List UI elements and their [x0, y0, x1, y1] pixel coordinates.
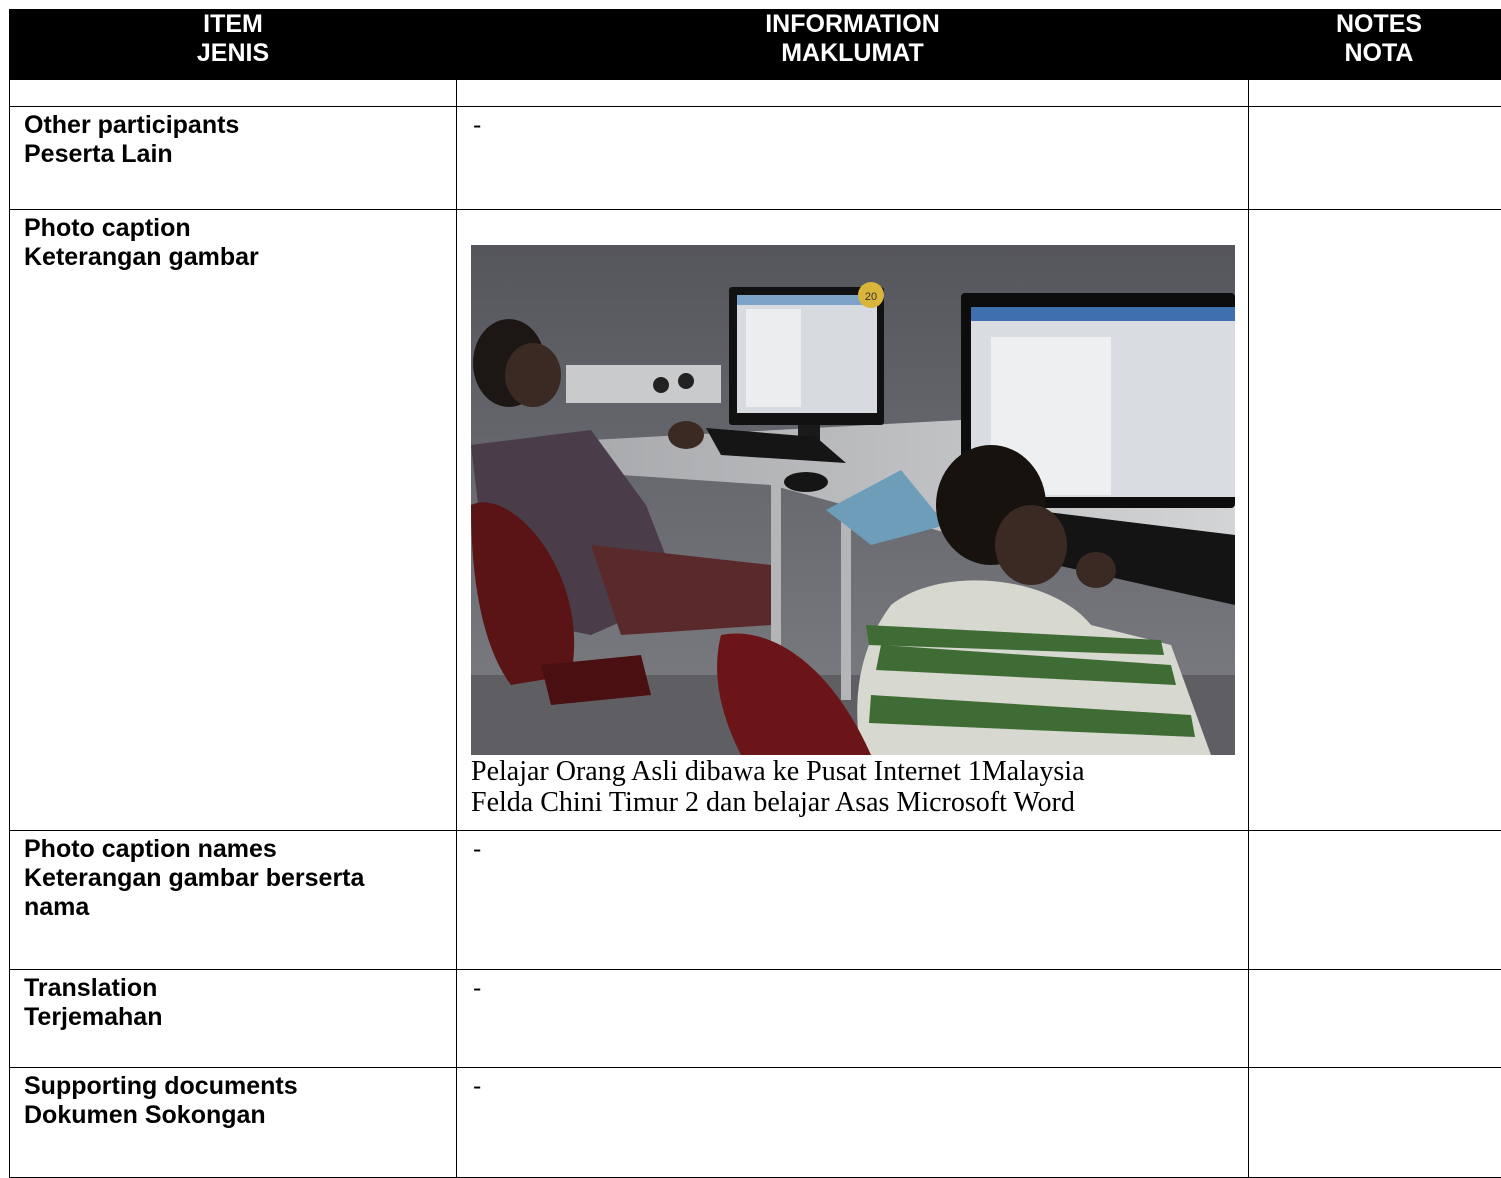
empty-item-cell: [10, 80, 457, 107]
item-label-ms: Keterangan gambar berserta: [24, 864, 442, 893]
photo-caption-line-1: Pelajar Orang Asli dibawa ke Pusat Internet 1Malaysia: [471, 756, 1248, 787]
notes-cell: [1249, 970, 1501, 1068]
item-cell: [10, 831, 457, 970]
item-cell: [10, 970, 457, 1068]
item-label-ms: Peserta Lain: [24, 140, 442, 169]
header-notes-en: NOTES: [1249, 10, 1501, 39]
item-label-en: Photo caption names: [24, 835, 442, 864]
item-label-ms: Keterangan gambar: [24, 243, 442, 272]
notes-cell: [1249, 831, 1501, 970]
item-label-en: Supporting documents: [24, 1072, 442, 1101]
photo-badge: 20: [865, 291, 877, 303]
notes-cell: [1249, 210, 1501, 831]
activity-photo: [471, 245, 1235, 755]
item-cell: [10, 107, 457, 210]
row-photo-caption-names: [10, 831, 1501, 970]
header-information: [457, 10, 1249, 80]
item-label-ms-cont: nama: [24, 893, 442, 922]
row-translation: [10, 970, 1501, 1068]
notes-cell: [1249, 1068, 1501, 1178]
photo-illustration: [471, 245, 1235, 755]
photo-caption-text: [471, 756, 1248, 818]
item-label-en: Translation: [24, 974, 442, 1003]
row-photo-caption: [10, 210, 1501, 831]
header-row: [10, 10, 1501, 80]
notes-cell: [1249, 107, 1501, 210]
header-information-en: INFORMATION: [457, 10, 1248, 39]
header-item: [10, 10, 457, 80]
item-label-ms: Terjemahan: [24, 1003, 442, 1032]
header-information-ms: MAKLUMAT: [457, 39, 1248, 68]
header-item-ms: JENIS: [10, 39, 456, 68]
info-cell: -: [457, 1068, 1249, 1178]
item-label-en: Other participants: [24, 111, 442, 140]
empty-row: [10, 80, 1501, 107]
info-cell: -: [457, 831, 1249, 970]
header-item-en: ITEM: [10, 10, 456, 39]
item-cell: [10, 210, 457, 831]
row-supporting-documents: [10, 1068, 1501, 1178]
empty-notes-cell: [1249, 80, 1501, 107]
header-notes-ms: NOTA: [1249, 39, 1501, 68]
item-cell: [10, 1068, 457, 1178]
row-other-participants: [10, 107, 1501, 210]
item-label-ms: Dokumen Sokongan: [24, 1101, 442, 1130]
photo-caption-line-2: Felda Chini Timur 2 dan belajar Asas Microsoft Word: [471, 787, 1248, 818]
info-cell: -: [457, 107, 1249, 210]
empty-info-cell: [457, 80, 1249, 107]
report-table: [9, 9, 1501, 1178]
header-notes: [1249, 10, 1501, 80]
photo-cell: [457, 210, 1249, 831]
item-label-en: Photo caption: [24, 214, 442, 243]
info-cell: -: [457, 970, 1249, 1068]
